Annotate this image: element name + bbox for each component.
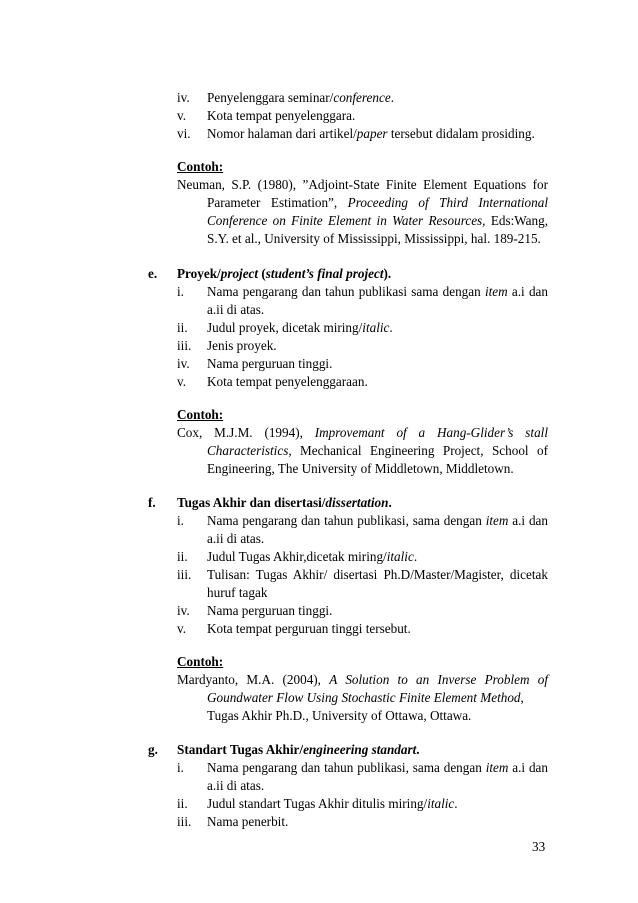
- example-citation-line: Neuman, S.P. (1980), ”Adjoint-State Finite Element Equations for: [177, 177, 548, 192]
- example-citation-line: S.Y. et al., University of Mississippi, Mississippi, hal. 189-215.: [207, 231, 541, 246]
- section-letter: e.: [148, 266, 158, 281]
- list-number: iii.: [177, 814, 192, 829]
- list-number: ii.: [177, 549, 188, 564]
- list-number: iv.: [177, 356, 190, 371]
- list-number: ii.: [177, 796, 188, 811]
- list-item-text: Penyelenggara seminar/conference.: [207, 90, 394, 105]
- list-item-text: Judul Tugas Akhir,dicetak miring/italic.: [207, 549, 418, 564]
- example-citation-line: Parameter Estimation”, Proceeding of Third International: [207, 195, 548, 210]
- list-number: iv.: [177, 603, 190, 618]
- example-citation-line: Engineering, The University of Middletown, Middletown.: [207, 461, 514, 476]
- list-number: i.: [177, 760, 184, 775]
- list-item-text: Judul standart Tugas Akhir ditulis miring/italic.: [207, 796, 458, 811]
- example-label: Contoh:: [177, 159, 224, 174]
- example-citation-line: Characteristics, Mechanical Engineering Project, School of: [207, 443, 548, 458]
- list-item-continuation: a.ii di atas.: [207, 531, 265, 546]
- list-item-text: Nama pengarang dan tahun publikasi, sama dengan item a.i dan: [207, 760, 549, 775]
- list-number: iii.: [177, 567, 192, 582]
- list-number: v.: [177, 374, 187, 389]
- example-citation-line: Tugas Akhir Ph.D., University of Ottawa, Ottawa.: [207, 708, 472, 723]
- example-label: Contoh:: [177, 407, 224, 422]
- example-citation-line: Mardyanto, M.A. (2004), A Solution to an Inverse Problem of: [177, 672, 549, 687]
- list-number: i.: [177, 284, 184, 299]
- list-number: i.: [177, 513, 184, 528]
- list-item-continuation: huruf tagak: [207, 585, 268, 600]
- list-item-continuation: a.ii di atas.: [207, 302, 265, 317]
- list-item-text: Kota tempat penyelenggaraan.: [207, 374, 368, 389]
- list-item-text: Jenis proyek.: [207, 338, 277, 353]
- list-number: vi.: [177, 126, 191, 141]
- list-item-text: Nama penerbit.: [207, 814, 289, 829]
- list-item-continuation: a.ii di atas.: [207, 778, 265, 793]
- list-item-text: Kota tempat penyelenggara.: [207, 108, 356, 123]
- list-number: v.: [177, 621, 187, 636]
- section-heading: Proyek/project (student’s final project).: [177, 266, 392, 281]
- section-letter: f.: [148, 495, 156, 510]
- section-heading: Tugas Akhir dan disertasi/dissertation.: [177, 495, 392, 510]
- list-item-text: Nama pengarang dan tahun publikasi sama dengan item a.i dan: [207, 284, 549, 299]
- list-item-text: Tulisan: Tugas Akhir/ disertasi Ph.D/Master/Magister, dicetak: [207, 567, 548, 582]
- list-number: iii.: [177, 338, 192, 353]
- list-item-text: Nama perguruan tinggi.: [207, 356, 333, 371]
- list-item-text: Nomor halaman dari artikel/paper tersebut didalam prosiding.: [207, 126, 535, 141]
- example-label: Contoh:: [177, 654, 224, 669]
- section-letter: g.: [148, 742, 158, 757]
- example-citation-line: Conference on Finite Element in Water Resources, Eds:Wang,: [207, 213, 548, 228]
- page-number: 33: [532, 839, 546, 854]
- list-item-text: Nama perguruan tinggi.: [207, 603, 333, 618]
- list-item-text: Kota tempat perguruan tinggi tersebut.: [207, 621, 411, 636]
- list-number: v.: [177, 108, 187, 123]
- example-citation-line: Cox, M.J.M. (1994), Improvemant of a Hang-Glider’s stall: [177, 425, 548, 440]
- list-number: iv.: [177, 90, 190, 105]
- example-citation-line: Goundwater Flow Using Stochastic Finite Element Method,: [207, 690, 524, 705]
- list-item-text: Judul proyek, dicetak miring/italic.: [207, 320, 393, 335]
- section-heading: Standart Tugas Akhir/engineering standart.: [177, 742, 420, 757]
- list-number: ii.: [177, 320, 188, 335]
- list-item-text: Nama pengarang dan tahun publikasi, sama dengan item a.i dan: [207, 513, 549, 528]
